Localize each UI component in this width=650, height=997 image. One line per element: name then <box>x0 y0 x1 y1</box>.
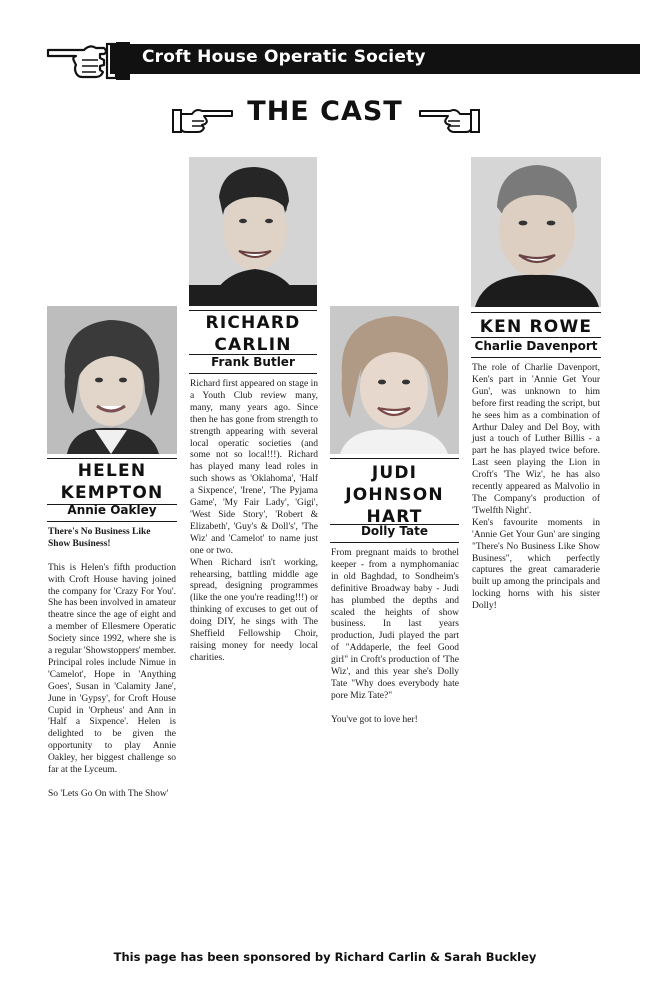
cast-name-ken-rowe: KEN ROWE <box>479 317 593 337</box>
name-rule-top <box>330 458 459 459</box>
cast-photo-ken-rowe <box>471 157 601 307</box>
cast-name-judi-johnson-hart: JUDI JOHNSON HART <box>345 463 444 527</box>
name-rule-top <box>471 312 601 313</box>
bio-helen-kempton: There's No Business Like Show Business! This is Helen's fifth production with Croft House having joined the company for 'Crazy For You'. She has been involved in amateur theatre since the age of eight and a member of Ellesmere Operatic Society since 1992, where she is a regular 'Showstoppers' member. Principal roles include Nimue in 'Camelot', Hope in 'Anything Goes', Susan in 'Calamity Jane', June in 'Gypsy', for Croft House Cupid in 'Orpheus' and Ann in 'Half a Sixpence'. Helen is delighted to be given the opportunity to play Annie Oakley, her biggest challenge so far at the Lyceum. So 'Lets Go On with The Show' <box>48 527 176 799</box>
sponsor-footer: This page has been sponsored by Richard Carlin & Sarah Buckley <box>113 950 537 964</box>
role-rule <box>189 373 317 374</box>
header-bar <box>110 44 640 74</box>
cast-photo-judi-johnson-hart <box>330 306 459 454</box>
cast-name-helen-kempton: HELEN KEMPTON <box>60 461 164 503</box>
role-rule <box>471 357 601 358</box>
name-rule-top <box>189 310 317 311</box>
pointing-hand-icon <box>418 102 480 134</box>
cast-role-dolly-tate: Dolly Tate <box>360 524 429 538</box>
society-title: Croft House Operatic Society <box>142 47 426 67</box>
bio-judi-johnson-hart: From pregnant maids to brothel keeper - from a nymphomaniac in old Baghdad, to Sondheim's definitive Broadway baby - Judi has plumbed the depths and scaled the heights of show business. In last years production, Judi played the part of "Addaperle, the feel Good girl" in Croft's production of 'The Wiz', and this year she's Dolly Tate "Why does everybody hate pore Miz Tate?" You've got to love her! <box>331 548 459 725</box>
cast-name-richard-carlin: RICHARD CARLIN <box>205 313 301 355</box>
bio-ken-rowe: The role of Charlie Davenport, Ken's part in 'Annie Get Your Gun', was unknown to him before first reading the script, but he sees him as a combination of Arthur Daley and Del Boy, with just a touch of Luther Billis - a part he has played twice before. Last seen playing the Lion in Croft's 'The Wiz', he has also recently appeared as Malvolio in The Company's production of 'Twelfth Night'. Ken's favourite moments in 'Annie Get Your Gun' are singing "There's No Business Like Show Business", which perfectly captures the great camaraderie built up among the principals and locking horns with his sister Dolly! <box>472 363 600 612</box>
cast-photo-helen-kempton <box>47 306 177 454</box>
cast-heading: THE CAST <box>247 96 403 127</box>
role-rule <box>330 542 459 543</box>
role-rule <box>47 521 177 522</box>
name-rule-bottom <box>471 337 601 338</box>
cast-photo-richard-carlin <box>189 157 317 306</box>
cast-role-charlie-davenport: Charlie Davenport <box>474 339 598 353</box>
cast-role-frank-butler: Frank Butler <box>211 355 295 369</box>
name-rule-top <box>47 458 177 459</box>
bio-richard-carlin: Richard first appeared on stage in a Youth Club review many, many, many years ago. Since then he has gone from strength to strength appearing with several local operatic societies (and some not so local!!!). Richard has played many lead roles in such shows as 'Oklahoma', 'Half a Sixpence', 'Irene', 'The Pyjama Game', 'My Fair Lady', 'Gigi', 'West Side Story', 'Robert & Elizabeth', 'Guy's & Doll's', 'The Wiz' and 'Camelot' to name just one or two. When Richard isn't working, rehearsing, battling middle age spread, designing programmes (like the one you're reading!!!) or thinking of excuses to get out of doing DIY, he sings with The Sheffield Fellowship Choir, raising money for needy local charities. <box>190 379 318 663</box>
cast-role-annie-oakley: Annie Oakley <box>67 503 157 517</box>
